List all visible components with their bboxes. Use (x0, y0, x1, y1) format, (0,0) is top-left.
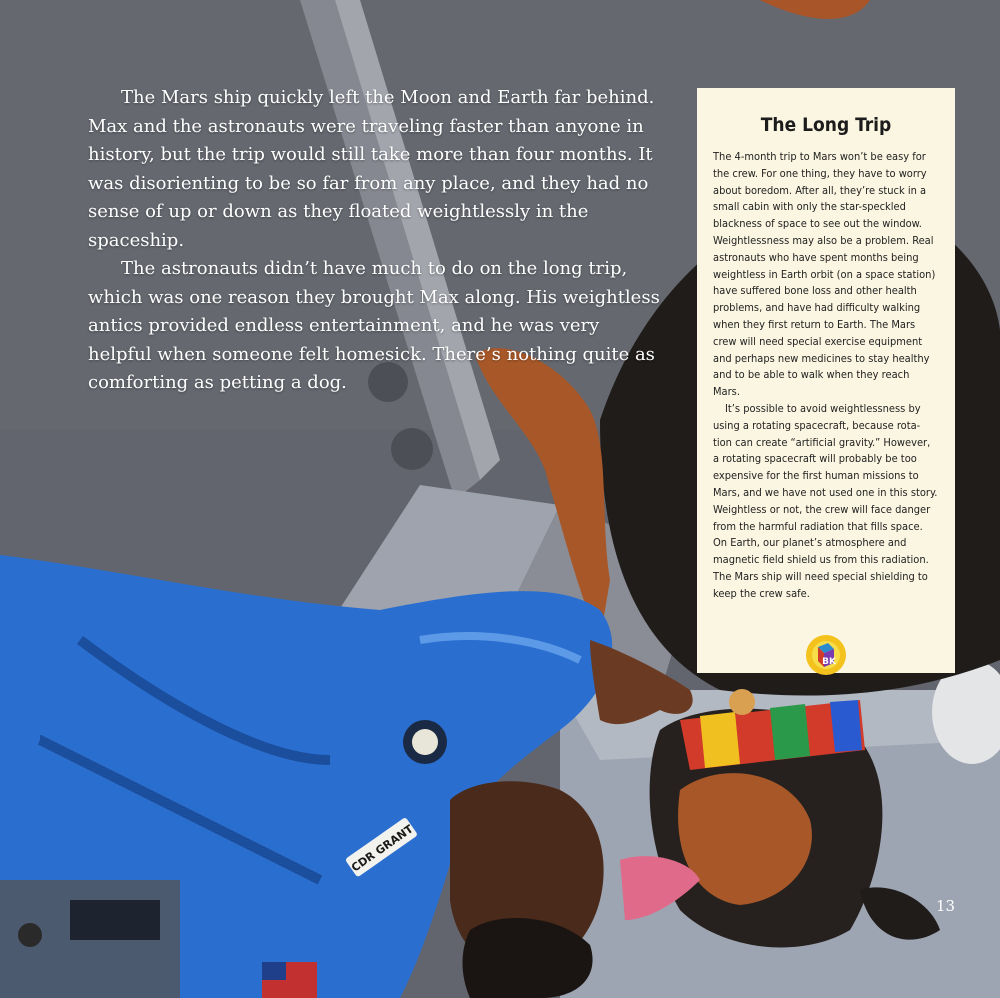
story-paragraph-1: The Mars ship quickly left the Moon and Earth far behind. Max and the astronauts were traveling faster than anyone in history, but the trip would still take more than four months. It was disorienting to be so far from any place, and they had no sense of up or down as they floated weightlessly in the spaceship. (88, 87, 655, 251)
control-knob (18, 923, 42, 947)
mission-patch-center (412, 729, 438, 755)
story-text (88, 84, 668, 398)
publisher-logo-icon (801, 633, 851, 677)
collar-stripe-green (770, 704, 810, 760)
name-badge-text: CDR GRANT (348, 822, 416, 875)
story-paragraph-2: The astronauts didn’t have much to do on the long trip, which was one reason they brought Max along. His weightless antics provided endless entertainment, and he was very helpful when someone felt homesick. There’s nothing quite as comforting as petting a dog. (88, 258, 660, 393)
sidebar-paragraph-2: It’s possible to avoid weightlessness by using a rotating spacecraft, because rota-tion can create “artificial gravity.” However, a rotating spacecraft will probably be too expensive for the first human missions to Mars, and we have not used one in this story. Weightless or not, the crew will face danger from the harmful radiation that fills space. On Earth, our planet’s atmosphere and magnetic field shield us from this radiation. The Mars ship will need special shielding to keep the crew safe. (713, 401, 938, 600)
porthole-2 (391, 428, 433, 470)
collar-stripe-blue (830, 700, 862, 752)
sidebar-paragraph-1: The 4-month trip to Mars won’t be easy for the crew. For one thing, they have to worry about boredom. After all, they’re stuck in a small cabin with only the star-speckled blackness of space to see out the window. Weightlessness may also be a problem. Real astronauts who have spent months being weightless in Earth orbit (on a space station) have suffered bone loss and other health problems, and have had difficulty walking when they first return to Earth. The Mars crew will need special exercise equipment and perhaps new medicines to stay healthy and to be able to walk when they reach Mars. (713, 150, 936, 399)
flag-canton (262, 962, 286, 980)
collar-stripe-yellow (700, 712, 740, 768)
sidebar-title: The Long Trip (760, 114, 892, 136)
sidebar-box (697, 88, 955, 673)
logo-text: BK (822, 657, 836, 667)
collar-tag (729, 689, 755, 715)
control-screen (70, 900, 160, 940)
page-number: 13 (936, 897, 956, 915)
